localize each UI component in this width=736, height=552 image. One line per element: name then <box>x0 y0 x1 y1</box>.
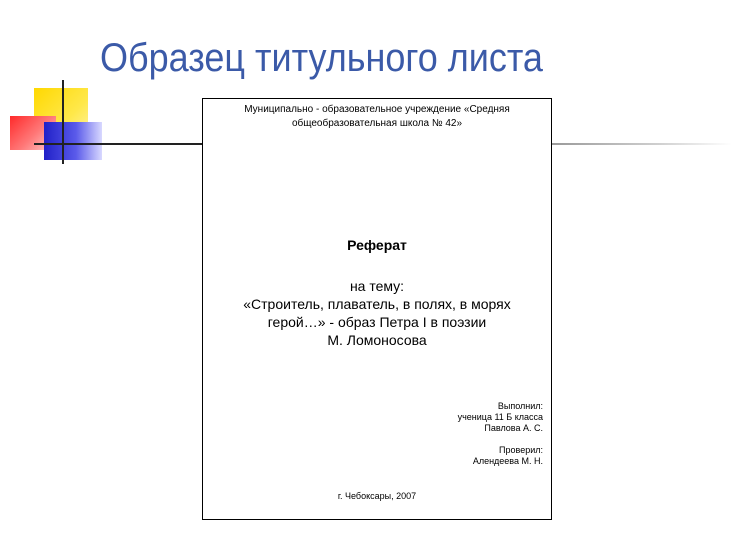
city-year: г. Чебоксары, 2007 <box>337 491 417 501</box>
signatures-block <box>458 401 543 467</box>
performed-label: Выполнил: <box>497 401 543 411</box>
decor-vertical-line <box>62 80 64 164</box>
signature-gap <box>458 434 543 445</box>
checked-label: Проверил: <box>499 445 543 455</box>
school-name <box>203 103 551 131</box>
title-page-document <box>202 98 552 520</box>
slide-title: Образец титульного листа <box>100 36 543 80</box>
student-line: ученица 11 Б класса <box>457 412 543 422</box>
theme-line-2: «Строитель, плаватель, в полях, в морях <box>243 296 511 312</box>
decor-horizontal-line-right <box>552 143 732 145</box>
theme-line-3: герой…» - образ Петра I в поэзии <box>267 314 487 330</box>
decor-blue-square <box>44 122 102 160</box>
decor-horizontal-line-left <box>34 143 202 145</box>
school-name-line-1: Муниципально - образовательное учреждение «Средняя <box>244 104 510 115</box>
essay-theme <box>203 277 551 349</box>
school-name-line-2: общеобразовательная школа № 42» <box>291 118 463 129</box>
student-name: Павлова А. С. <box>484 423 543 433</box>
teacher-name: Алендеева М. Н. <box>472 456 543 466</box>
essay-label: Реферат <box>347 237 407 253</box>
theme-line-4: М. Ломоносова <box>327 332 427 348</box>
theme-line-1: на тему: <box>349 278 405 294</box>
